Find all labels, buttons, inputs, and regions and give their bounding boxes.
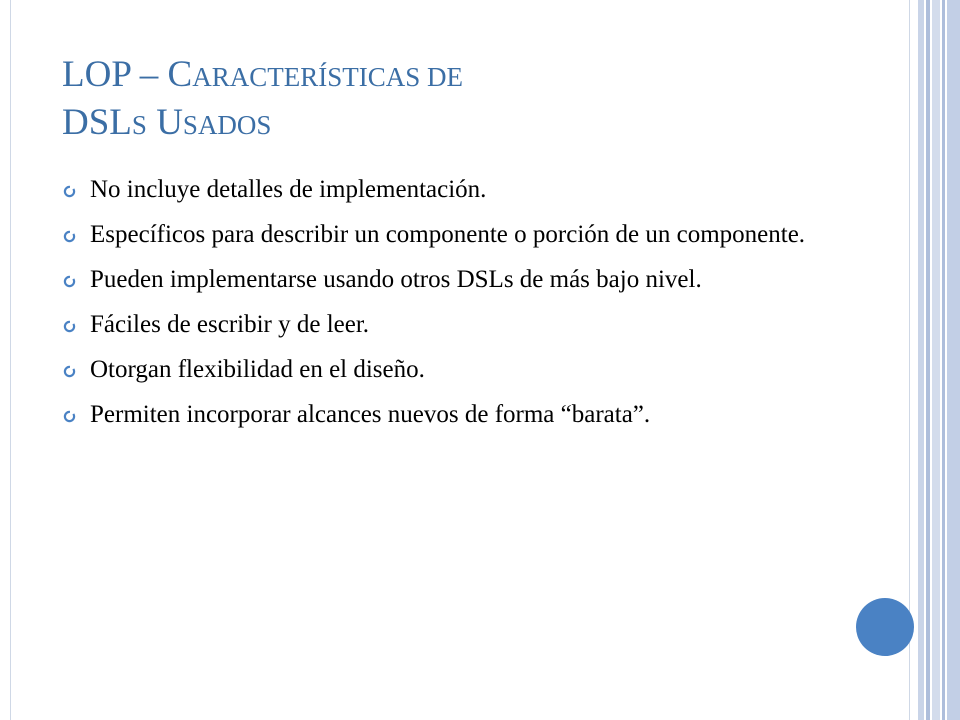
ring-bullet-icon — [63, 320, 76, 333]
title-part: ARACTERÍSTICAS DE — [192, 62, 463, 92]
bullet-text: Específicos para describir un componente o porción de un componente. — [90, 221, 806, 248]
ring-bullet-icon — [63, 365, 76, 378]
ring-bullet-icon — [63, 230, 76, 243]
title-part: LOP – C — [62, 54, 193, 95]
bullet-item — [62, 398, 862, 432]
bullet-text: Fáciles de escribir y de leer. — [90, 311, 370, 338]
decorative-stripes — [918, 0, 960, 720]
title-part: U — [146, 102, 183, 143]
title-part: S — [131, 110, 147, 140]
stripe — [942, 0, 945, 720]
bullet-list — [62, 173, 862, 443]
bullet-item — [62, 218, 862, 252]
bullet-item — [62, 173, 862, 207]
bullet-item — [62, 308, 862, 342]
bullet-text: Otorgan flexibilidad en el diseño. — [90, 356, 425, 383]
ring-bullet-icon — [63, 275, 76, 288]
bullet-item — [62, 263, 862, 297]
stripe — [918, 0, 924, 720]
ring-bullet-icon — [63, 410, 76, 423]
ring-bullet-icon — [63, 185, 76, 198]
bullet-text: Permiten incorporar alcances nuevos de forma “barata”. — [90, 401, 651, 428]
stripe — [947, 0, 960, 720]
bullet-text: Pueden implementarse usando otros DSLs de más bajo nivel. — [90, 266, 702, 293]
title-part: SADOS — [182, 110, 272, 140]
stripe — [926, 0, 930, 720]
title-part: DSL — [62, 102, 132, 143]
bullet-item — [62, 353, 862, 387]
slide-title — [62, 52, 822, 148]
stripe — [932, 0, 940, 720]
decorative-circle — [856, 598, 914, 656]
bullet-text: No incluye detalles de implementación. — [90, 176, 487, 203]
